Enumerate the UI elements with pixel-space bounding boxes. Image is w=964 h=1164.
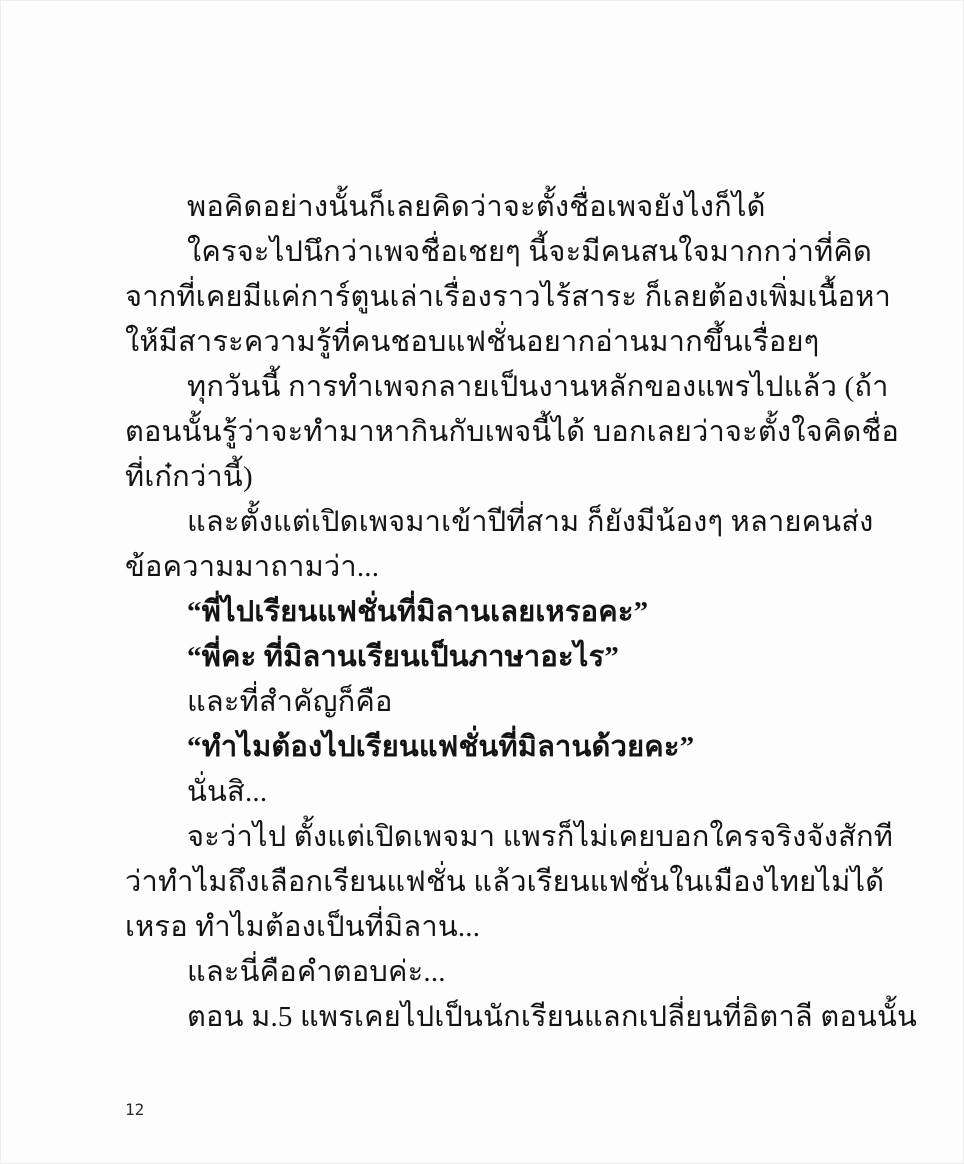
text-line: พอคิดอย่างนั้นก็เลยคิดว่าจะตั้งชื่อเพจยังไงก็ได้ bbox=[187, 191, 766, 223]
text-line: ว่าทำไมถึงเลือกเรียนแฟชั่น แล้วเรียนแฟชั่นในเมืองไทยไม่ได้ bbox=[125, 866, 885, 898]
text-line: จะว่าไป ตั้งแต่เปิดเพจมา แพรก็ไม่เคยบอกใครจริงจังสักที bbox=[187, 821, 894, 853]
text-line: ที่เก๋กว่านี้) bbox=[125, 461, 253, 493]
page-number: 12 bbox=[125, 1100, 145, 1119]
text-line: และที่สำคัญก็คือ bbox=[187, 686, 393, 718]
text-line: ตอน ม.5 แพรเคยไปเป็นนักเรียนแลกเปลี่ยนที่อิตาลี ตอนนั้น bbox=[187, 1001, 918, 1033]
text-line: “พี่คะ ที่มิลานเรียนเป็นภาษาอะไร” bbox=[187, 641, 620, 673]
text-line: และตั้งแต่เปิดเพจมาเข้าปีที่สาม ก็ยังมีน้องๆ หลายคนส่ง bbox=[187, 506, 874, 538]
text-line: ใครจะไปนึกว่าเพจชื่อเชยๆ นี้จะมีคนสนใจมากกว่าที่คิด bbox=[187, 236, 873, 268]
text-line: ให้มีสาระความรู้ที่คนชอบแฟชั่นอยากอ่านมากขึ้นเรื่อยๆ bbox=[125, 326, 820, 358]
text-line: “ทำไมต้องไปเรียนแฟชั่นที่มิลานด้วยคะ” bbox=[187, 731, 695, 763]
text-line: ข้อความมาถามว่า... bbox=[125, 551, 380, 583]
text-line: ทุกวันนี้ การทำเพจกลายเป็นงานหลักของแพรไปแล้ว (ถ้า bbox=[187, 371, 889, 403]
text-line: จากที่เคยมีแค่การ์ตูนเล่าเรื่องราวไร้สาระ ก็เลยต้องเพิ่มเนื้อหา bbox=[125, 281, 892, 313]
text-block bbox=[125, 185, 918, 1040]
text-line: “พี่ไปเรียนแฟชั่นที่มิลานเลยเหรอคะ” bbox=[187, 596, 649, 628]
text-line: นั่นสิ... bbox=[187, 776, 268, 808]
text-line: ตอนนั้นรู้ว่าจะทำมาหากินกับเพจนี้ได้ บอกเลยว่าจะตั้งใจคิดชื่อ bbox=[125, 416, 899, 448]
text-line: และนี่คือคำตอบค่ะ... bbox=[187, 956, 446, 988]
text-line: เหรอ ทำไมต้องเป็นที่มิลาน... bbox=[125, 911, 481, 943]
